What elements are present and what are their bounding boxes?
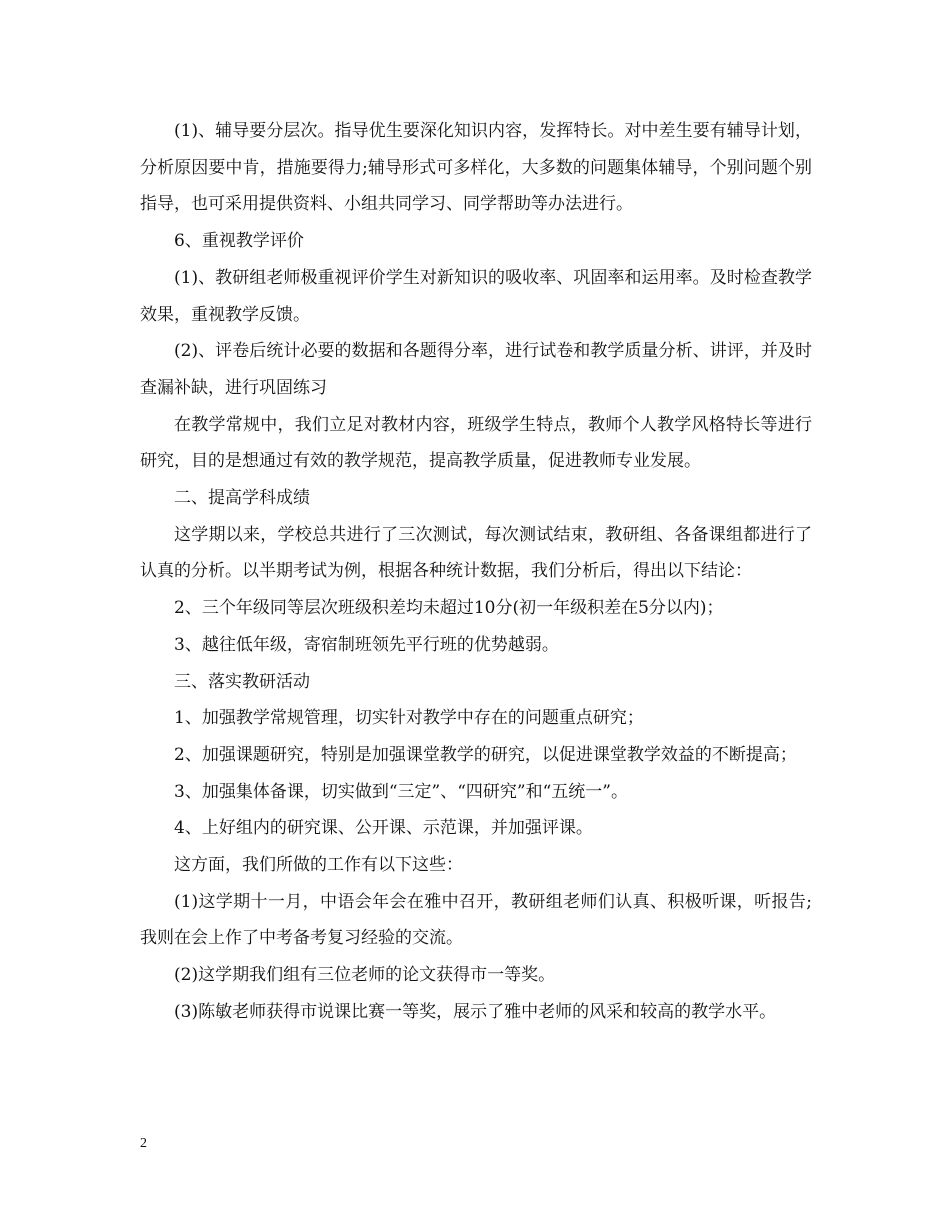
heading-teaching-evaluation: 6、重视教学评价 <box>174 231 304 252</box>
paragraph-teaching-routine: 在教学常规中，我们立足对教材内容，班级学生特点，教师个人教学风格特长等进行研究，目的是想通过有效的教学规范，提高教学质量，促进教师专业发展。 <box>140 414 812 472</box>
heading-research-activities: 三、落实教研活动 <box>174 671 310 692</box>
page-number: 2 <box>140 1136 147 1151</box>
list-item-topic-research: 2、加强课题研究，特别是加强课堂教学的研究，以促进课堂教学效益的不断提高； <box>174 744 797 765</box>
heading-improve-scores: 二、提高学科成绩 <box>174 488 310 509</box>
paragraph-evaluation-1: (1)、教研组老师极重视评价学生对新知识的吸收率、巩固率和运用率。及时检查教学效果，重视教学反馈。 <box>140 267 812 325</box>
paragraph-conclusion-2: 2、三个年级同等层次班级积差均未超过10分(初一年级积差在5分以内)； <box>174 598 724 619</box>
paragraph-work-2: (2)这学期我们组有三位老师的论文获得市一等奖。 <box>174 965 556 986</box>
paragraph-work-1: (1)这学期十一月，中语会年会在雅中召开，教研组老师们认真、积极听课，听报告;我则在会上作了中考备考复习经验的交流。 <box>140 891 812 949</box>
paragraph-work-intro: 这方面，我们所做的工作有以下这些： <box>174 855 463 876</box>
paragraph-work-3: (3)陈敏老师获得市说课比赛一等奖，展示了雅中老师的风采和较高的教学水平。 <box>174 1001 777 1022</box>
list-item-group-preparation: 3、加强集体备课，切实做到“三定”、“四研究”和“五统一”。 <box>174 781 628 802</box>
paragraph-tutoring-levels: (1)、辅导要分层次。指导优生要深化知识内容，发挥特长。对中差生要有辅导计划，分析原因要中肯，措施要得力;辅导形式可多样化，大多数的问题集体辅导，个别问题个别指导，也可采用提供资料、小组共同学习、同学帮助等办法进行。 <box>140 121 812 215</box>
paragraph-conclusion-3: 3、越往低年级，寄宿制班领先平行班的优势越弱。 <box>174 634 559 655</box>
document-body <box>140 113 812 1031</box>
list-item-demo-lessons: 4、上好组内的研究课、公开课、示范课，并加强评课。 <box>174 818 593 839</box>
paragraph-tests-analysis: 这学期以来，学校总共进行了三次测试，每次测试结束，教研组、各备课组都进行了认真的分析。以半期考试为例，根据各种统计数据，我们分析后，得出以下结论： <box>140 524 812 582</box>
paragraph-evaluation-2: (2)、评卷后统计必要的数据和各题得分率，进行试卷和教学质量分析、讲评，并及时查漏补缺，进行巩固练习 <box>140 341 812 398</box>
list-item-routine-management: 1、加强教学常规管理，切实针对教学中存在的问题重点研究； <box>174 708 644 729</box>
